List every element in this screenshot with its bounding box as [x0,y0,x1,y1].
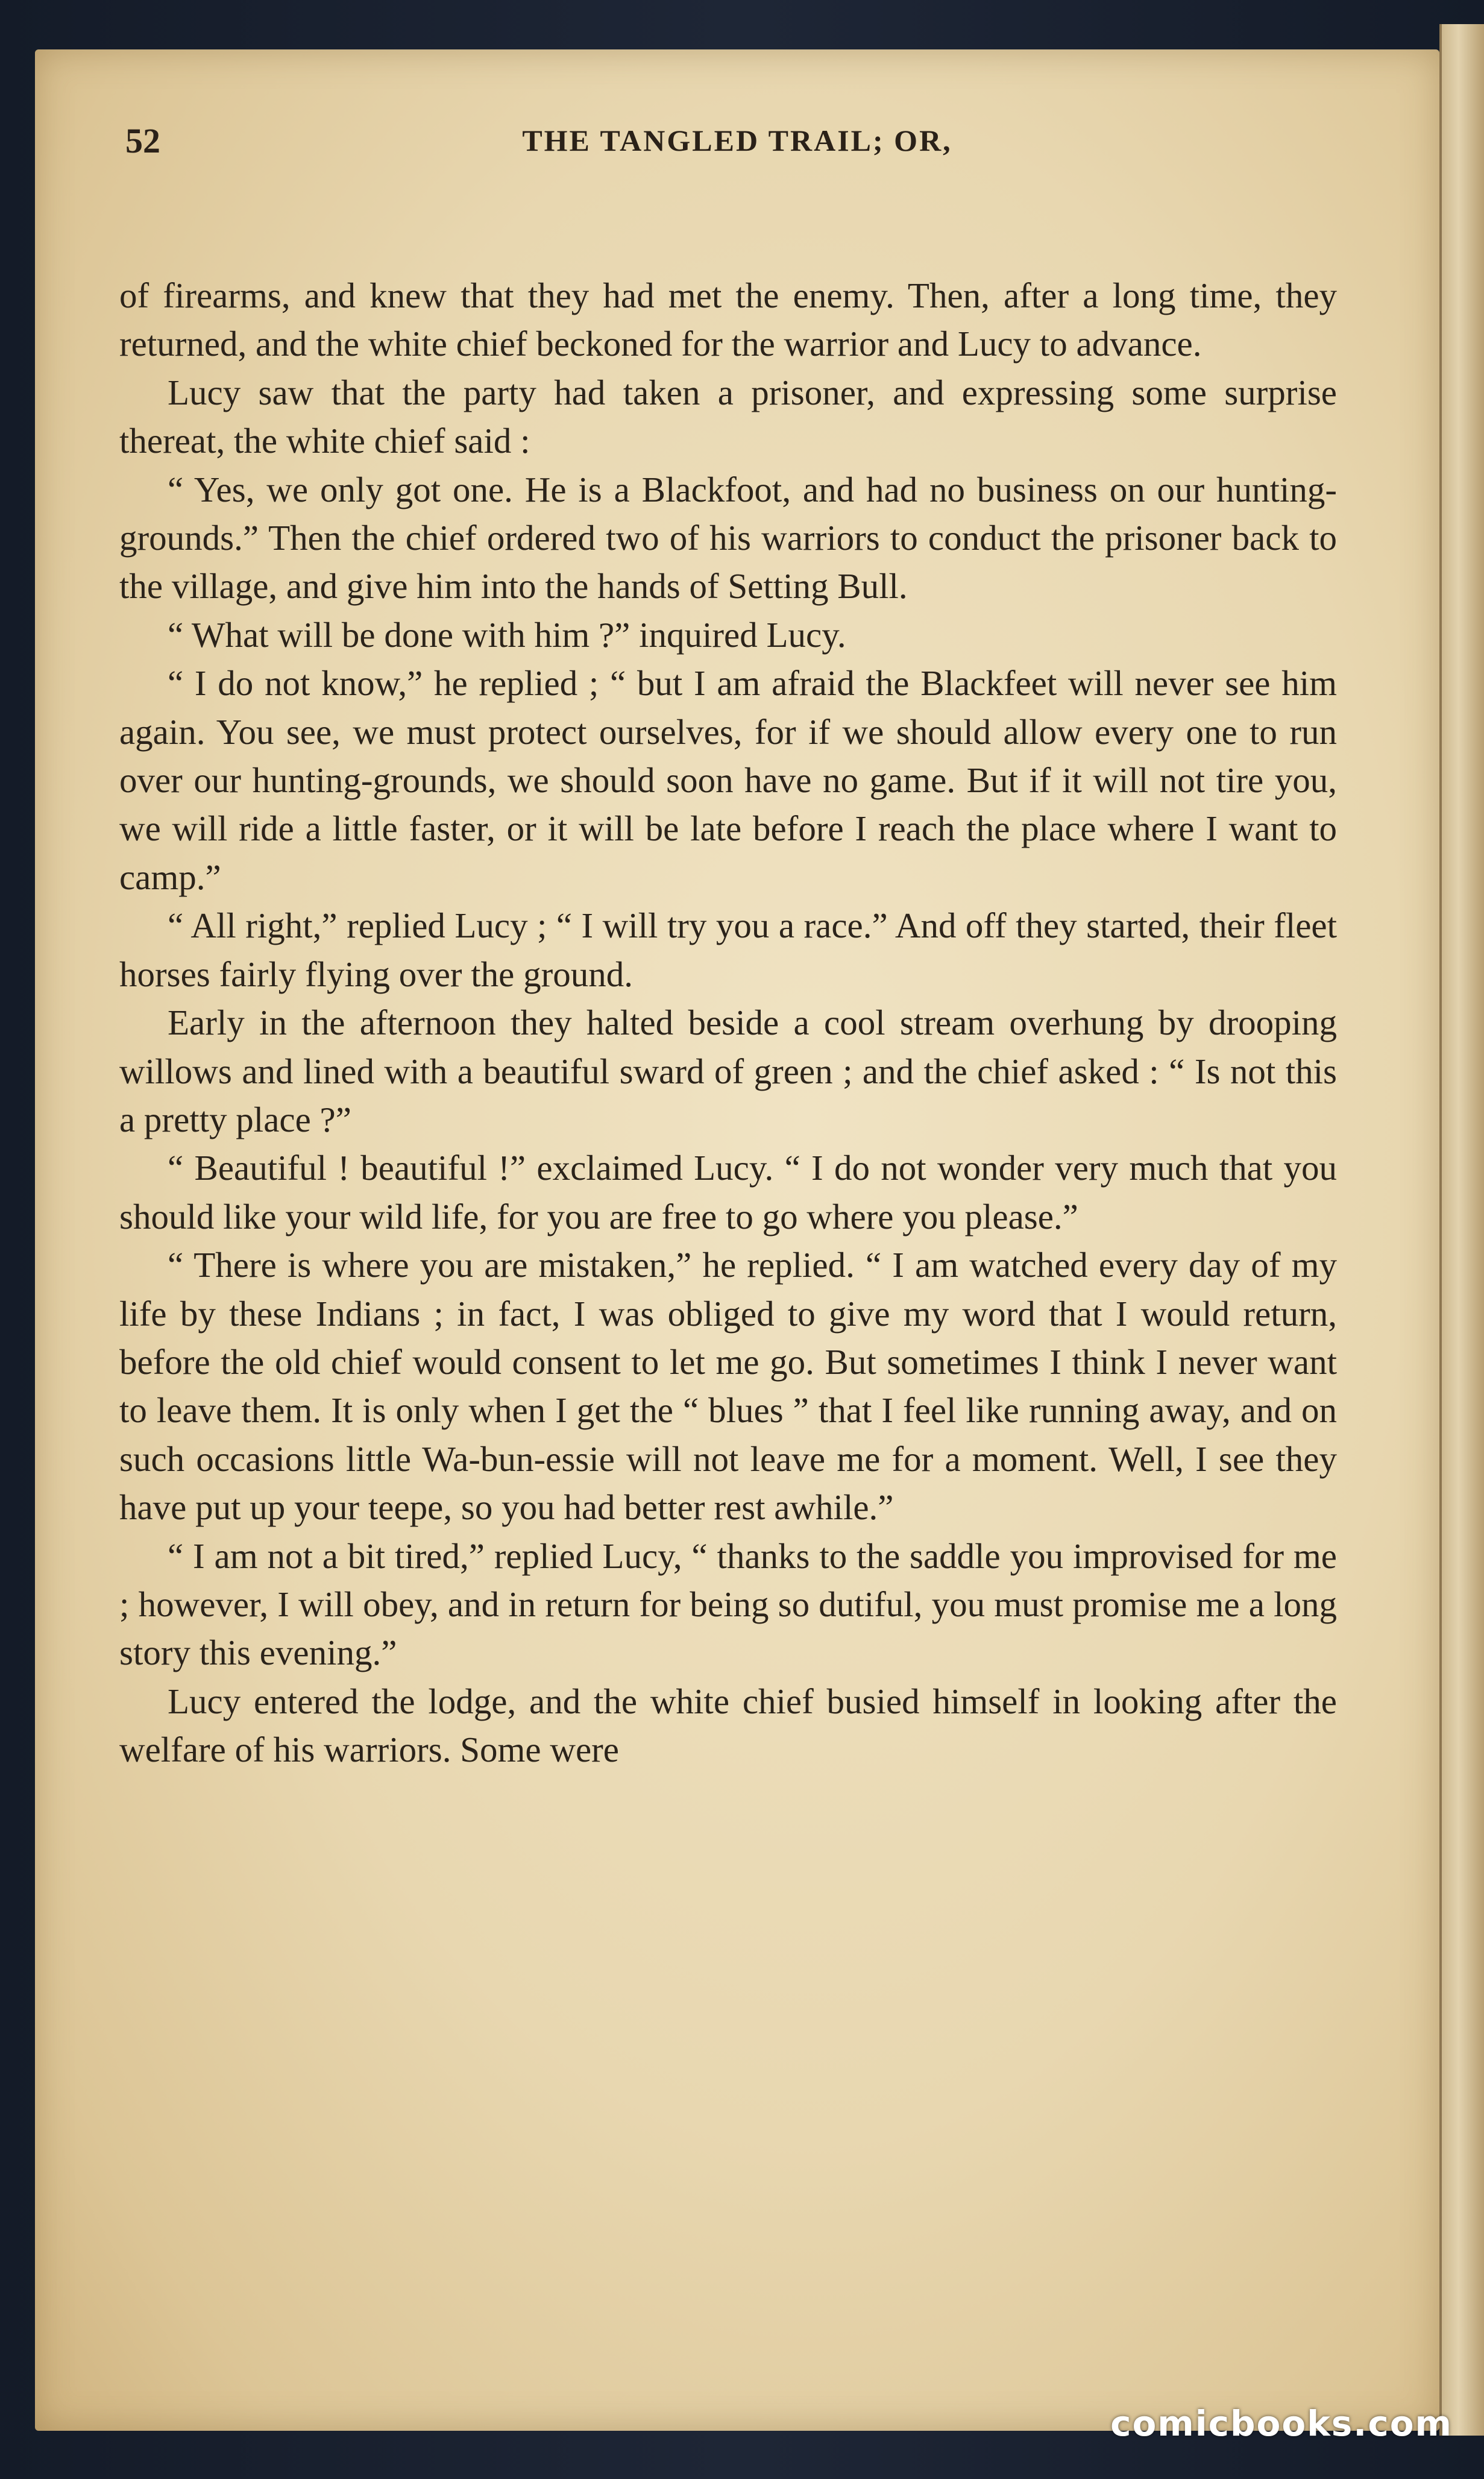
paragraph: “ Beautiful ! beautiful !” exclaimed Lucy. “ I do not wonder very much that you should like your wild life, for you are free to go where you please.” [119,1148,1337,1236]
paragraph: “ There is where you are mistaken,” he replied. “ I am watched every day of my life by these Indians ; in fact, I was obliged to give my word that I would return, before the old chief would consent to let me go. But sometimes I think I never want to leave them. It is only when I get the “ blues ” that I feel like running away, and on such occasions little Wa-bun-essie will not leave me for a moment. Well, I see they have put up your teepe, so you had better rest awhile.” [119,1245,1337,1528]
paragraph: “ Yes, we only got one. He is a Blackfoot, and had no business on our hunting-grounds.” Then the chief ordered two of his warriors to conduct the prisoner back to the village, and give him into the hands of Setting Bull. [119,469,1337,606]
paragraph: “ I am not a bit tired,” replied Lucy, “ thanks to the saddle you improvised for me ; however, I will obey, and in return for being so dutiful, you must promise me a long story this evening.” [119,1536,1337,1673]
paragraph: Lucy saw that the party had taken a prisoner, and expressing some surprise thereat, the white chief said : [119,372,1337,461]
body-text [119,271,1337,1774]
book-page [35,49,1439,2431]
running-title: THE TANGLED TRAIL; OR, [522,124,952,157]
paragraph: “ All right,” replied Lucy ; “ I will try you a race.” And off they started, their fleet horses fairly flying over the ground. [119,906,1337,994]
paragraph: “ I do not know,” he replied ; “ but I am afraid the Blackfeet will never see him again. You see, we must protect ourselves, for if we should allow every one to run over our hunting-grounds, we should soon have no game. But if it will not tire you, we will ride a little faster, or it will be late before I reach the place where I want to camp.” [119,663,1337,897]
paragraph: of firearms, and knew that they had met the enemy. Then, after a long time, they returned, and the white chief beckoned for the warrior and Lucy to advance. [119,276,1337,364]
paragraph: Lucy entered the lodge, and the white chief busied himself in looking after the welfare of his warriors. Some were [119,1681,1337,1770]
book-page-edge [1439,24,1484,2436]
watermark: comicbooks.com [1110,2403,1453,2444]
paragraph: “ What will be done with him ?” inquired Lucy. [168,614,846,655]
paragraph: Early in the afternoon they halted beside a cool stream overhung by drooping willows and lined with a beautiful sward of green ; and the chief asked : “ Is not this a pretty place ?” [119,1003,1337,1139]
page-number: 52 [125,121,160,160]
running-head [35,121,1439,175]
